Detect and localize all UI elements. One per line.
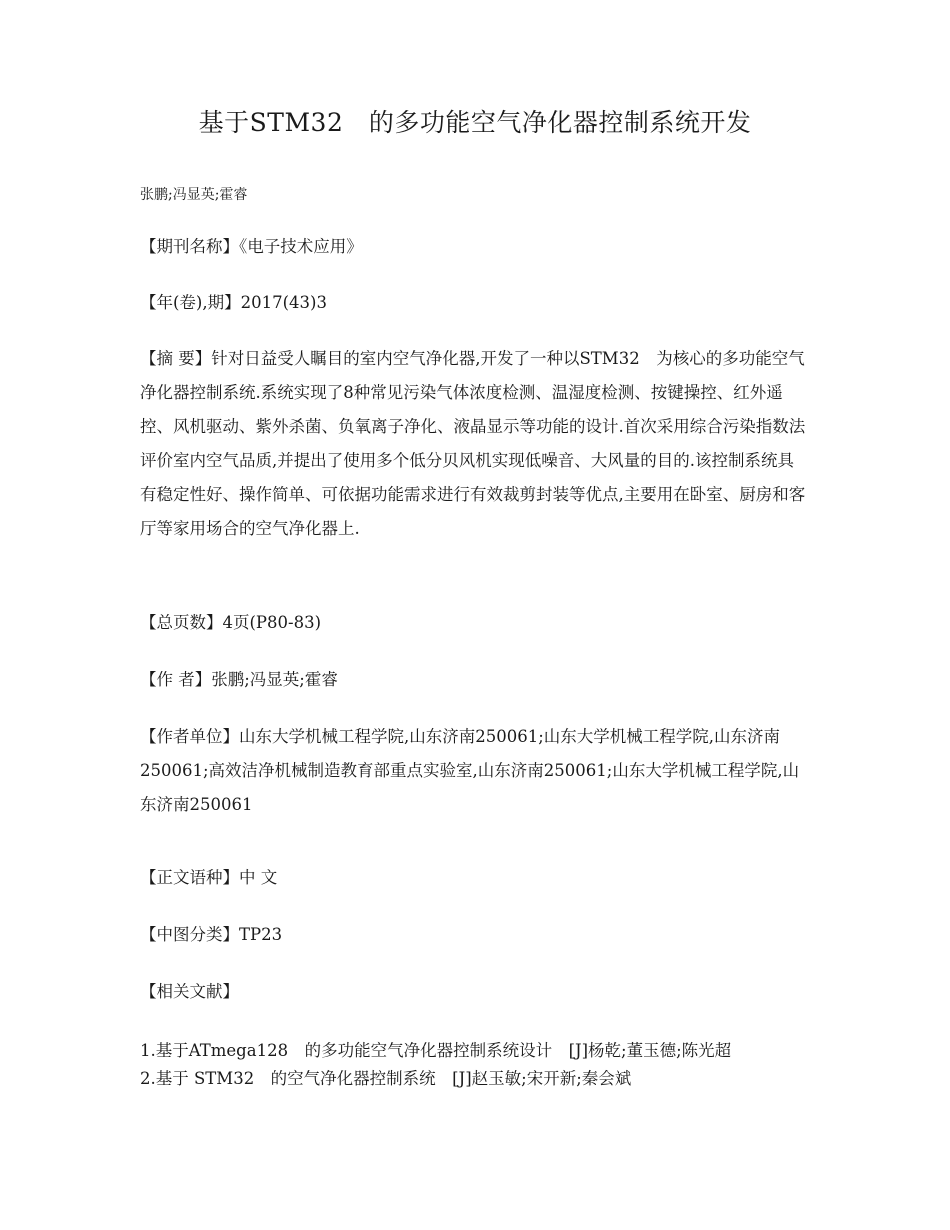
reference-item[interactable]: 2.基于 STM32 的空气净化器控制系统 [J]赵玉敏;宋开新;秦会斌 <box>140 1069 632 1088</box>
field-value: 中 文 <box>239 868 278 887</box>
field-affiliations <box>140 720 810 822</box>
field-authors <box>140 663 810 697</box>
authors-line: 张鹏;冯显英;霍睿 <box>140 187 248 203</box>
field-classification <box>140 918 810 952</box>
field-value: 针对日益受人瞩目的室内空气净化器,开发了一种以STM32 为核心的多功能空气净化器控制系统.系统实现了8种常见污染气体浓度检测、温湿度检测、按键操控、红外遥控、风机驱动、紫外杀菌、负氧离子净化、液晶显示等功能的设计.首次采用综合污染指数法评价室内空气品质,并提出了使用多个低分贝风机实现低噪音、大风量的目的.该控制系统具有稳定性好、操作简单、可依据功能需求进行有效裁剪封装等优点,主要用在卧室、厨房和客厅等家用场合的空气净化器上. <box>140 349 806 538</box>
related-references <box>140 1037 820 1093</box>
field-label: 【作 者】 <box>140 670 212 689</box>
field-value: TP23 <box>239 925 283 944</box>
field-value: 4页(P80-83) <box>222 613 322 632</box>
field-label: 【正文语种】 <box>140 868 239 887</box>
field-label: 【相关文献】 <box>140 982 239 1001</box>
field-total-pages <box>140 606 810 640</box>
field-label: 【作者单位】 <box>140 727 239 746</box>
field-language <box>140 861 810 895</box>
field-related-literature <box>140 975 810 1009</box>
reference-item[interactable]: 1.基于ATmega128 的多功能空气净化器控制系统设计 [J]杨乾;董玉德;陈光超 <box>140 1041 732 1060</box>
field-year-volume-issue <box>140 286 810 320</box>
field-abstract <box>140 342 810 546</box>
field-value: 2017(43)3 <box>240 293 327 312</box>
document-title: 基于STM32 的多功能空气净化器控制系统开发 <box>198 108 752 137</box>
field-label: 【年(卷),期】 <box>140 293 241 312</box>
field-journal-name <box>140 230 810 264</box>
field-value: 张鹏;冯显英;霍睿 <box>211 670 338 689</box>
field-label: 【摘 要】 <box>140 349 212 368</box>
field-label: 【期刊名称】 <box>140 237 239 256</box>
field-value: 山东大学机械工程学院,山东济南250061;山东大学机械工程学院,山东济南250061;高效洁净机械制造教育部重点实验室,山东济南250061;山东大学机械工程学院,山东济南250061 <box>140 727 800 814</box>
field-value: 《电子技术应用》 <box>239 237 363 256</box>
field-label: 【中图分类】 <box>140 925 239 944</box>
field-label: 【总页数】 <box>140 613 223 632</box>
